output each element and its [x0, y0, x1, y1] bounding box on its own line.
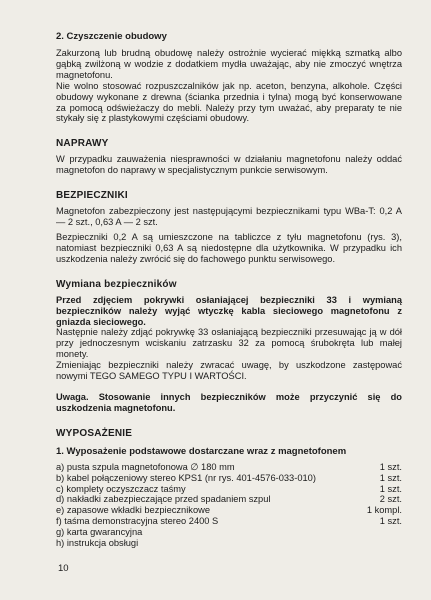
list-item: c) komplety oczyszczacz taśmy 1 szt.: [56, 483, 402, 494]
fuse-replacement-paragraph-1: Przed zdjęciem pokrywki osłaniającej bezpieczniki 33 i wymianą bezpieczników należy wyjąć wtyczkę kabla sieciowego magnetofonu z gniazda sieciowego.: [56, 294, 402, 327]
fuses-paragraph-2: Bezpieczniki 0,2 A są umieszczone na tabliczce z tyłu magnetofonu (rys. 3), natomiast bezpieczniki 0,63 A są niedostępne dla użytkownika. W przypadku ich uszkodzenia należy zwrócić się do fachowego punktu serwisowego.: [56, 231, 402, 264]
fuse-replacement-paragraph-2: Następnie należy zdjąć pokrywkę 33 osłaniającą bezpieczniki przesuwając ją w dół przy jednoczesnym wciskaniu zatrzasku 32 za pomocą śrubokręta lub małej monety.: [56, 327, 402, 360]
equipment-list: [56, 462, 402, 549]
list-item: d) nakładki zabezpieczające przed spadaniem szpul 2 szt.: [56, 494, 402, 505]
cleaning-paragraph-2: Nie wolno stosować rozpuszczalników jak np. aceton, benzyna, alkohole. Części obudowy wykonane z drewna (ścianka przednia i tylna) mogą być konserwowane za pomocą odświeżaczy do mebli. Należy przy tym uważać, aby preparaty te nie stykały się z plastykowymi częściami obudowy.: [56, 80, 402, 124]
page-number: 10: [58, 563, 69, 574]
section-heading-repairs: NAPRAWY: [56, 138, 109, 150]
section-heading-cleaning: 2. Czyszczenie obudowy: [56, 31, 167, 42]
section-heading-equipment: WYPOSAŻENIE: [56, 427, 133, 439]
fuse-warning: Uwaga. Stosowanie innych bezpieczników może przyczynić się do uszkodzenia magnetofonu.: [56, 391, 402, 413]
repairs-paragraph: W przypadku zauważenia niesprawności w działaniu magnetofonu należy oddać magnetofon do naprawy w specjalistycznym punkcie serwisowym.: [56, 154, 402, 176]
cleaning-paragraph-1: Zakurzoną lub brudną obudowę należy ostrożnie wycierać miękką szmatką albo gąbką zwilżoną w wodzie z dodatkiem mydła uważając, aby nie zmoczyć wnętrza magnetofonu.: [56, 48, 402, 80]
page-content: [56, 31, 402, 549]
list-item: e) zapasowe wkładki bezpiecznikowe 1 kompl.: [56, 505, 402, 516]
section-heading-fuse-replacement: Wymiana bezpieczników: [56, 278, 177, 290]
list-item: a) pusta szpula magnetofonowa ∅ 180 mm 1 szt.: [56, 461, 402, 472]
list-item: h) instrukcja obsługi: [56, 538, 139, 549]
list-item: g) karta gwarancyjna: [56, 527, 143, 538]
equipment-subheading: 1. Wyposażenie podstawowe dostarczane wraz z magnetofonem: [56, 445, 347, 457]
fuse-replacement-paragraph-3: Zmieniając bezpieczniki należy zwracać uwagę, by uszkodzone zastępować nowymi TEGO SAMEGO TYPU I WARTOŚCI.: [56, 360, 402, 382]
section-heading-fuses: BEZPIECZNIKI: [56, 190, 128, 202]
list-item: f) taśma demonstracyjna stereo 2400 S 1 szt.: [56, 516, 402, 527]
fuses-paragraph-1: Magnetofon zabezpieczony jest następującymi bezpiecznikami typu WBa-T: 0,2 A — 2 szt., 0,63 A — 2 szt.: [56, 206, 402, 228]
list-item: b) kabel połączeniowy stereo KPS1 (nr rys. 401-4576-033-010) 1 szt.: [56, 472, 402, 483]
